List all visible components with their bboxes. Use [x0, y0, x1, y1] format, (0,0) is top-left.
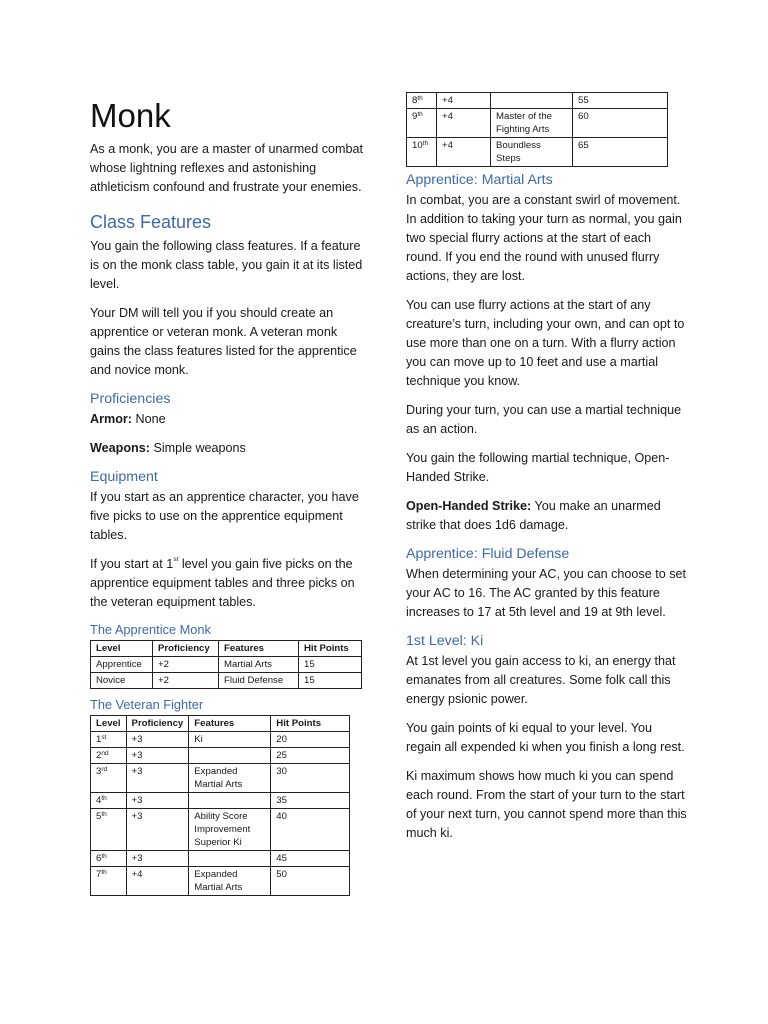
table-cell: [491, 93, 573, 109]
table-cell: Ability Score Improvement Superior Ki: [189, 809, 271, 851]
equipment-heading: Equipment: [90, 469, 158, 485]
table-row: [91, 657, 362, 673]
table-cell: +3: [126, 732, 189, 748]
martial-arts-paragraph-3: During your turn, you can use a martial technique as an action.: [406, 403, 682, 436]
martial-arts-heading: Apprentice: Martial Arts: [406, 172, 553, 188]
table-cell: 35: [271, 793, 350, 809]
level-number: 9: [412, 111, 418, 122]
table-row: [91, 732, 350, 748]
fluid-defense-heading: Apprentice: Fluid Defense: [406, 546, 570, 562]
header-cell: Level: [91, 641, 153, 657]
table-cell: +4: [437, 93, 491, 109]
table-cell: [91, 851, 127, 867]
weapons-line: [90, 439, 370, 458]
table-cell: +2: [153, 657, 219, 673]
table-cell: [91, 764, 127, 793]
header-cell: Level: [91, 716, 127, 732]
level-number: 7: [96, 869, 102, 880]
level-suffix: th: [417, 111, 423, 118]
table-row: [91, 673, 362, 689]
header-cell: Hit Points: [299, 641, 362, 657]
level-suffix: nd: [101, 750, 109, 757]
veteran-fighter-table-continued: [406, 92, 668, 167]
martial-arts-paragraph-2: You can use flurry actions at the start of any creature’s turn, including your own, and can opt to use more than one on a turn. With a flurry action you can move up to 10 feet and use a martial technique you know.: [406, 298, 685, 388]
level-number: 6: [96, 853, 102, 864]
martial-arts-paragraph-4: You gain the following martial technique, Open-Handed Strike.: [406, 451, 670, 484]
table-cell: 65: [573, 138, 668, 167]
table-cell: Apprentice: [91, 657, 153, 673]
left-column: [90, 96, 370, 896]
table-cell: [407, 93, 437, 109]
table-cell: 55: [573, 93, 668, 109]
proficiencies-heading: Proficiencies: [90, 391, 171, 407]
table-cell: 30: [271, 764, 350, 793]
open-handed-strike-paragraph: [406, 497, 688, 535]
intro-paragraph: As a monk, you are a master of unarmed combat whose lightning reflexes and astonishing athleticism confound and frustrate your enemies.: [90, 142, 363, 194]
equipment-paragraph-1: If you start as an apprentice character, you have five picks to use on the apprentice equipment tables.: [90, 490, 359, 542]
armor-value: None: [131, 412, 166, 426]
table-cell: [91, 732, 127, 748]
table-cell: [407, 138, 437, 167]
level-number: 5: [96, 811, 102, 822]
table-cell: [91, 793, 127, 809]
table-cell: [189, 748, 271, 764]
table-cell: Expanded Martial Arts: [189, 867, 271, 896]
table-row: [91, 793, 350, 809]
table-row: [91, 809, 350, 851]
equipment-p2-end: level you gain five picks on the apprentice equipment tables and three picks on the veteran equipment tables.: [90, 557, 355, 609]
table-cell: Boundless Steps: [491, 138, 573, 167]
table-cell: +3: [126, 793, 189, 809]
table-header-row: [91, 716, 350, 732]
table-cell: [91, 748, 127, 764]
header-cell: Proficiency: [153, 641, 219, 657]
armor-line: [90, 410, 370, 429]
table-cell: 45: [271, 851, 350, 867]
table-cell: [91, 809, 127, 851]
table-cell: +4: [126, 867, 189, 896]
header-cell: Features: [219, 641, 299, 657]
level-suffix: th: [101, 795, 107, 802]
table-cell: 60: [573, 109, 668, 138]
table-header-row: [91, 641, 362, 657]
page-title: Monk: [90, 97, 171, 134]
right-column: [406, 92, 688, 853]
table-cell: Expanded Martial Arts: [189, 764, 271, 793]
fluid-defense-paragraph: When determining your AC, you can choose to set your AC to 16. The AC granted by this feature increases to 17 at 5th level and 19 at 9th level.: [406, 567, 687, 619]
table-cell: [189, 793, 271, 809]
table-cell: [407, 109, 437, 138]
equipment-p2-start: If you start at 1: [90, 557, 174, 571]
apprentice-monk-table: [90, 640, 362, 689]
ki-heading: 1st Level: Ki: [406, 633, 484, 649]
table-cell: +4: [437, 138, 491, 167]
table-row: [407, 138, 668, 167]
open-handed-strike-label: Open-Handed Strike:: [406, 499, 532, 513]
level-suffix: th: [417, 95, 423, 102]
ki-paragraph-1: At 1st level you gain access to ki, an energy that emanates from all creatures. Some folk call this energy psionic power.: [406, 654, 676, 706]
ki-paragraph-3: Ki maximum shows how much ki you can spend each round. From the start of your turn to the start of your next turn, you cannot spend more than this much ki.: [406, 769, 687, 840]
table-cell: 25: [271, 748, 350, 764]
apprentice-table-heading: The Apprentice Monk: [90, 622, 211, 637]
level-suffix: th: [101, 811, 107, 818]
martial-arts-paragraph-1: In combat, you are a constant swirl of movement. In addition to taking your turn as normal, you gain two special flurry actions at the start of each round. If you end the round with unused flurry actions, they are lost.: [406, 193, 682, 283]
table-cell: 15: [299, 673, 362, 689]
table-cell: [91, 867, 127, 896]
level-suffix: th: [422, 140, 429, 147]
table-cell: +3: [126, 809, 189, 851]
table-cell: Novice: [91, 673, 153, 689]
level-number: 2: [96, 750, 102, 761]
level-suffix: th: [101, 853, 107, 860]
table-cell: 40: [271, 809, 350, 851]
weapons-value: Simple weapons: [149, 441, 246, 455]
veteran-table-heading: The Veteran Fighter: [90, 697, 204, 712]
table-cell: Martial Arts: [219, 657, 299, 673]
level-suffix: st: [101, 734, 107, 741]
table-cell: +3: [126, 764, 189, 793]
level-number: 3: [96, 766, 102, 777]
table-row: [407, 109, 668, 138]
class-features-heading: Class Features: [90, 212, 212, 232]
veteran-fighter-table: [90, 715, 350, 896]
equipment-paragraph-2: [90, 555, 370, 612]
level-number: 1: [96, 734, 102, 745]
table-row: [91, 867, 350, 896]
equipment-p2-superscript: st: [173, 556, 179, 563]
table-cell: +2: [153, 673, 219, 689]
table-cell: Ki: [189, 732, 271, 748]
class-features-paragraph-1: You gain the following class features. If a feature is on the monk class table, you gain it at its listed level.: [90, 239, 363, 291]
level-number: 4: [96, 795, 102, 806]
open-handed-strike-text: You make an unarmed strike that does 1d6 damage.: [406, 499, 661, 532]
weapons-label: Weapons:: [90, 441, 150, 455]
header-cell: Hit Points: [271, 716, 350, 732]
table-cell: +4: [437, 109, 491, 138]
table-row: [91, 851, 350, 867]
level-number: 8: [412, 95, 418, 106]
header-cell: Features: [189, 716, 271, 732]
table-cell: +3: [126, 851, 189, 867]
table-cell: [189, 851, 271, 867]
level-number: 10: [412, 140, 423, 151]
table-row: [407, 93, 668, 109]
level-suffix: th: [101, 869, 107, 876]
table-cell: 15: [299, 657, 362, 673]
ki-paragraph-2: You gain points of ki equal to your level. You regain all expended ki when you finish a long rest.: [406, 721, 685, 754]
header-cell: Proficiency: [126, 716, 189, 732]
class-features-paragraph-2: Your DM will tell you if you should create an apprentice or veteran monk. A veteran monk gains the class features listed for the apprentice and novice monk.: [90, 306, 357, 377]
armor-label: Armor:: [90, 412, 132, 426]
table-cell: 50: [271, 867, 350, 896]
table-cell: Fluid Defense: [219, 673, 299, 689]
table-cell: Master of the Fighting Arts: [491, 109, 573, 138]
table-cell: +3: [126, 748, 189, 764]
level-suffix: rd: [101, 766, 108, 773]
table-cell: 20: [271, 732, 350, 748]
table-row: [91, 748, 350, 764]
table-row: [91, 764, 350, 793]
